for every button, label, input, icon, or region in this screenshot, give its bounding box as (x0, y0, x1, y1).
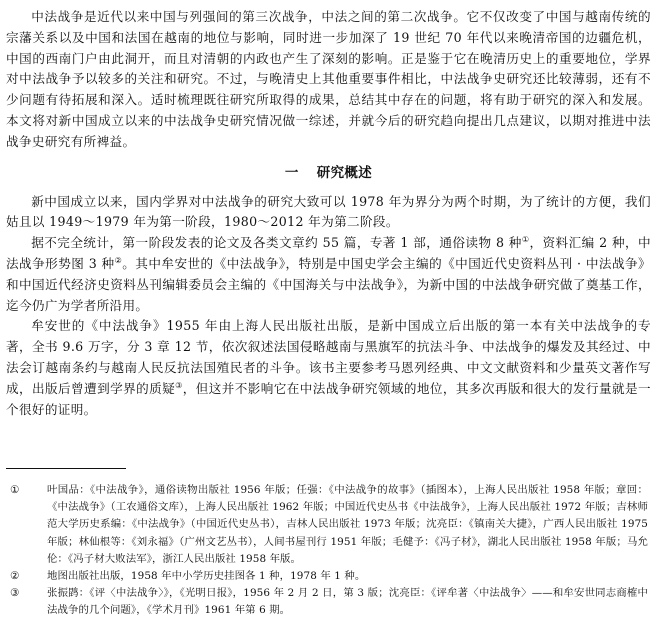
section-paragraph-1: 新中国成立以来，国内学界对中法战争的研究大致可以 1978 年为界分为两个时期，为了统计的方便，我们姑且以 1949～1979 年为第一阶段，1980～2012 年为第二阶段。 (6, 193, 651, 230)
paragraph-2-part-c: 。其中牟安世的《中法战争》，特别是中国史学会主编的《中国近代史资料丛刊 · 中法战争》和中国近代经济史资料丛刊编辑委员会主编的《中国海关与中法战争》，为新中国的中法战争研究做了奠基工作，迄今仍广为学者所沿用。 (6, 255, 651, 313)
body-text (6, 7, 651, 420)
section-title: 研究概述 (316, 164, 373, 181)
section-heading (6, 163, 651, 183)
footnotes (8, 482, 648, 620)
footnote-text: 张振鹍：《评〈中法战争〉》，《光明日报》，1956 年 2 月 2 日，第 3 版；沈亮臣：《评牟著〈中法战争〉——和牟安世同志商榷中法战争的几个问题》，《学术月刊》1961 年第 6 期。 (47, 587, 648, 617)
footnote-ref-3[interactable]: ③ (175, 380, 183, 390)
intro-paragraph: 中法战争是近代以来中国与列强间的第三次战争，中法之间的第二次战争。它不仅改变了中国与越南传统的宗藩关系以及中国和法国在越南的地位与影响，同时进一步加深了 19 世纪 70 年代以来晚清帝国的边疆危机，中国的西南门户由此洞开，而且对清朝的内政也产生了深刻的影响。正是鉴于它在晚清历史上的重要地位，学界对中法战争予以较多的关注和研究。不过，与晚清史上其他重要事件相比，中法战争史研究还比较薄弱，还有不少问题有待拓展和深入。适时梳理既往研究所取得的成果，总结其中存在的问题，将有助于研究的深入和发展。本文将对新中国成立以来的中法战争史研究情况做一综述，并就今后的研究趋向提出几点建议，以期对推进中法战争史研究有所裨益。 (6, 9, 651, 149)
section-number: 一 (284, 164, 299, 181)
footnote-ref-1[interactable]: ① (521, 234, 530, 244)
footnote-mark: ② (10, 570, 20, 583)
footnote-ref-2[interactable]: ② (114, 255, 123, 265)
paragraph-3-part-a: 牟安世的《中法战争》1955 年由上海人民出版社出版，是新中国成立后出版的第一本有关中法战争的专著，全书 9.6 万字，分 3 章 12 节，依次叙述法国侵略越南与黑旗军的抗法斗争、中法战争的爆发及其经过、中法会订越南条约与越南人民反抗法国殖民者的斗争。该书主要参考马恩列经典、中文文献资料和少量英文著作写成，出版后曾遭到学界的质疑 (6, 318, 651, 396)
paragraph-2-part-b: ，资料汇编 2 种，中法战争形势图 3 种 (6, 235, 651, 271)
section-paragraph-2 (6, 233, 651, 316)
footnote-mark: ③ (10, 587, 20, 600)
footnote-3 (8, 585, 648, 619)
footnote-text: 叶国品：《中法战争》，通俗读物出版社 1956 年版；任强：《中法战争的故事》（插图本），上海人民出版社 1958 年版；章回：《中法战争》（工农通俗文库），上海人民出版社 1962 年版；中国近代史丛书《中法战争》，上海人民出版社 1972 年版；吉林师范大学历史系编：《中法战争》（中国近代史丛书），吉林人民出版社 1973 年版；沈亮臣：《镇南关大捷》，广西人民出版社 1975 年版；林仙根等：《刘永福》（广州文艺丛书），人间书屋刊行 1951 年版；毛健予：《冯子材》，湖北人民出版社 1958 年版；马允伦：《冯子材大败法军》，浙江人民出版社 1958 年版。 (47, 484, 648, 565)
paragraph-3-part-b: ，但这并不影响它在中法战争研究领域的地位，其多次再版和很大的发行量就是一个很好的证明。 (6, 380, 651, 417)
paragraph-2-part-a: 据不完全统计，第一阶段发表的论文及各类文章约 55 篇，专著 1 部，通俗读物 8 种 (31, 235, 522, 251)
footnote-divider (6, 468, 126, 469)
footnote-mark: ① (10, 484, 20, 496)
footnote-text: 地图出版社出版，1958 年中小学历史挂图各 1 种，1978 年 1 种。 (47, 570, 366, 583)
footnote-1 (8, 482, 648, 568)
section-paragraph-3 (6, 316, 651, 420)
footnote-2 (8, 568, 648, 585)
